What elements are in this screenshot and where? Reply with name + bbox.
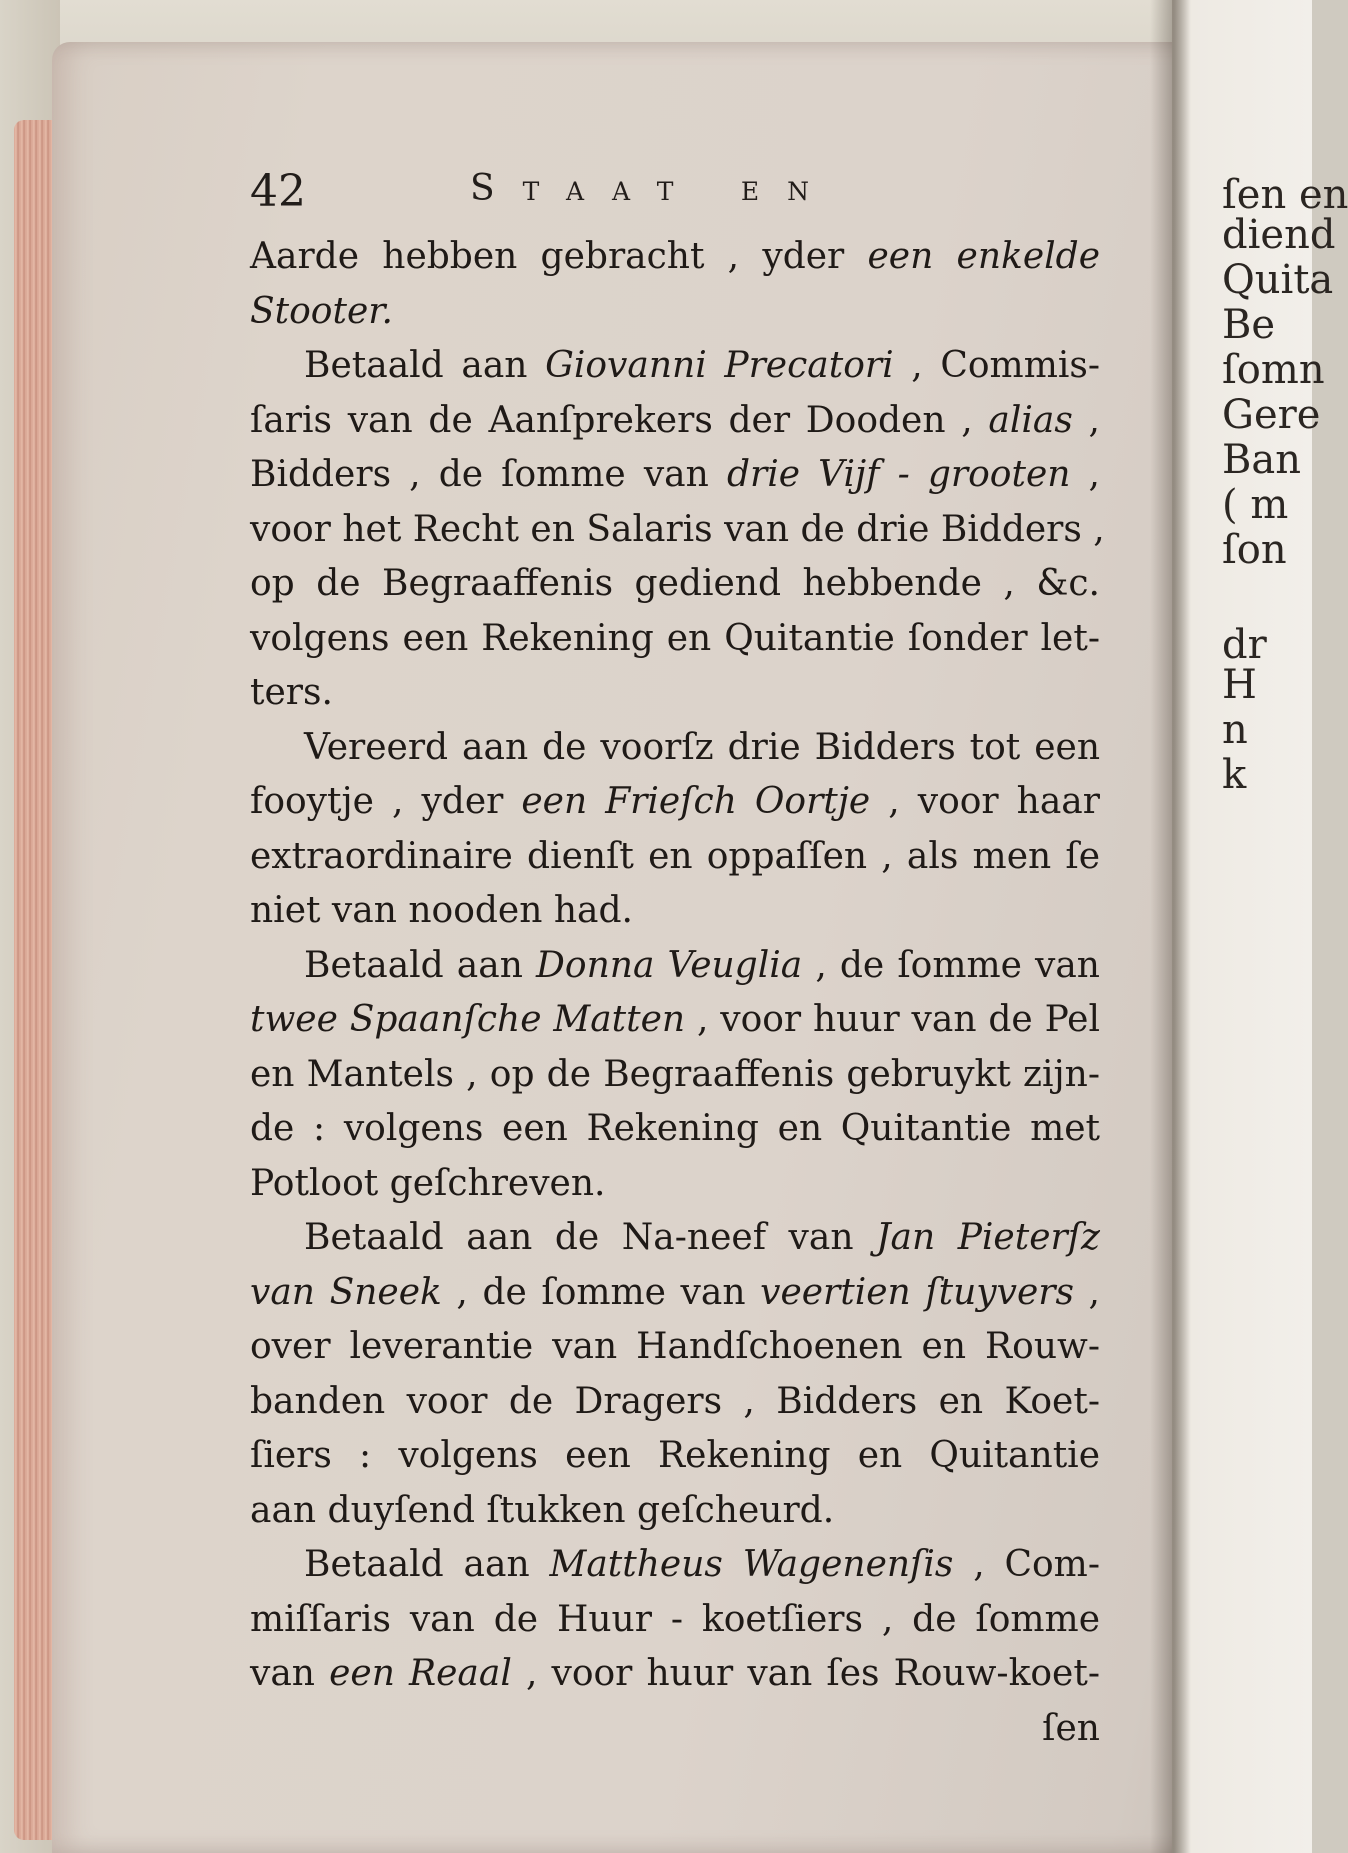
text-segment: , de ſomme van <box>802 944 1100 986</box>
text-segment: en Mantels , op de Begraaffenis gebruykt zijn- <box>250 1053 1100 1095</box>
text-segment: voor het Recht en Salaris van de drie Bidders , <box>250 508 1105 550</box>
text-line <box>250 1375 1100 1430</box>
facing-page-line: dr <box>1222 622 1267 668</box>
facing-page-line: Ban <box>1222 437 1302 483</box>
text-segment: Bidders , de ſomme van <box>250 454 727 495</box>
italic-text-segment: Mattheus Wagenenſis <box>549 1544 954 1585</box>
italic-text-segment: Giovanni Precatori <box>545 345 894 386</box>
text-segment: ſiers : volgens een Rekening en Quitantie <box>250 1435 1100 1476</box>
text-line <box>250 830 1100 885</box>
text-line <box>250 1538 1100 1593</box>
text-line <box>250 230 1100 285</box>
text-segment: , <box>1072 399 1100 441</box>
text-segment: van <box>250 1653 330 1694</box>
text-segment: aan duyſend ſtukken geſcheurd. <box>250 1489 835 1531</box>
facing-page-line: ſon <box>1222 527 1287 573</box>
text-segment: over leverantie van Handſchoenen en Rouw- <box>250 1326 1100 1367</box>
text-segment: Potloot geſchreven. <box>250 1162 606 1204</box>
text-segment: , de ſomme van <box>441 1271 761 1313</box>
text-segment: , voor huur van de Pel <box>685 999 1100 1040</box>
book-gutter <box>1150 0 1190 1853</box>
italic-text-segment: drie Vijf - grooten <box>726 454 1071 495</box>
running-head <box>250 166 950 226</box>
text-segment: niet van nooden had. <box>250 890 633 931</box>
facing-page-line: ſomn <box>1222 347 1325 393</box>
text-line <box>250 1266 1100 1321</box>
text-line <box>250 884 1100 939</box>
text-segment: volgens een Rekening en Quitantie ſonder let- <box>250 617 1100 659</box>
italic-text-segment: een enkelde <box>867 236 1101 277</box>
text-segment: Betaald aan <box>304 1544 550 1585</box>
text-line <box>250 1102 1100 1157</box>
facing-page-line: k <box>1222 752 1247 798</box>
text-segment: , <box>1073 1271 1100 1313</box>
italic-text-segment: twee Spaanſche Matten <box>250 999 686 1040</box>
text-line <box>250 1157 1100 1212</box>
text-segment: , voor haar <box>870 781 1100 822</box>
text-line <box>250 666 1100 721</box>
italic-text-segment: een Frieſch Oortje <box>521 781 871 822</box>
text-segment: Betaald aan <box>304 944 537 986</box>
text-line <box>250 1484 1100 1539</box>
text-segment: , voor huur van ſes Rouw-koet- <box>511 1653 1100 1694</box>
running-title: Staat en <box>470 168 837 209</box>
text-line <box>250 285 1100 340</box>
page-number: 42 <box>250 166 306 217</box>
text-line <box>250 1211 1100 1266</box>
text-segment: ters. <box>250 672 333 713</box>
italic-text-segment: Donna Veuglia <box>536 944 803 986</box>
facing-page-line: Quita <box>1222 257 1334 303</box>
body-text <box>250 230 1105 1756</box>
text-segment: Aarde hebben gebracht , yder <box>250 236 868 277</box>
text-line <box>250 612 1100 667</box>
text-segment: de : volgens een Rekening en Quitantie met <box>250 1108 1100 1149</box>
text-line <box>250 939 1100 994</box>
facing-page-line: diend <box>1222 212 1336 258</box>
text-segment: miſſaris van de Huur - koetſiers , de ſomme <box>250 1598 1100 1640</box>
italic-text-segment: Jan Pieterſz <box>876 1217 1101 1258</box>
italic-text-segment: van Sneek <box>250 1271 442 1313</box>
text-line <box>250 503 1105 558</box>
text-line <box>250 1593 1100 1648</box>
text-line <box>250 448 1100 503</box>
facing-page-line: ( m <box>1222 482 1289 528</box>
text-line <box>250 1048 1100 1103</box>
facing-page-line: n <box>1222 707 1248 753</box>
text-segment: fooytje , yder <box>250 781 522 822</box>
italic-text-segment: Stooter. <box>250 290 393 332</box>
text-line <box>250 721 1100 776</box>
italic-text-segment: veertien ſtuyvers <box>760 1271 1074 1313</box>
text-segment: banden voor de Dragers , Bidders en Koet- <box>250 1380 1100 1422</box>
text-segment: Betaald aan <box>304 345 546 386</box>
text-line <box>250 557 1100 612</box>
text-line <box>250 1647 1100 1702</box>
text-segment: ſaris van de Aanſprekers der Dooden , <box>250 399 989 441</box>
text-segment: Betaald aan de Na-neef van <box>304 1217 877 1258</box>
text-segment: op de Begraaffenis gediend hebbende , &c. <box>250 563 1100 604</box>
text-line <box>250 1320 1100 1375</box>
text-line <box>250 1429 1100 1484</box>
text-segment: , <box>1070 454 1101 495</box>
text-segment: Vereerd aan de voorſz drie Bidders tot een <box>304 726 1100 768</box>
catchword: ſen <box>1042 1707 1100 1749</box>
facing-page-line: Be <box>1222 302 1276 348</box>
text-line <box>250 339 1100 394</box>
text-line <box>250 775 1100 830</box>
text-segment: , Com- <box>953 1544 1100 1585</box>
text-segment: extraordinaire dienſt en oppaſſen , als men ſe <box>250 835 1100 877</box>
facing-page-line: H <box>1222 662 1257 708</box>
italic-text-segment: een Reaal <box>329 1653 512 1694</box>
text-line <box>250 993 1100 1048</box>
facing-page-line: Gere <box>1222 392 1321 438</box>
text-segment: , Commis- <box>893 345 1100 386</box>
text-line <box>250 394 1100 449</box>
italic-text-segment: alias <box>988 399 1073 441</box>
facing-page-line: ſen en <box>1222 172 1348 218</box>
